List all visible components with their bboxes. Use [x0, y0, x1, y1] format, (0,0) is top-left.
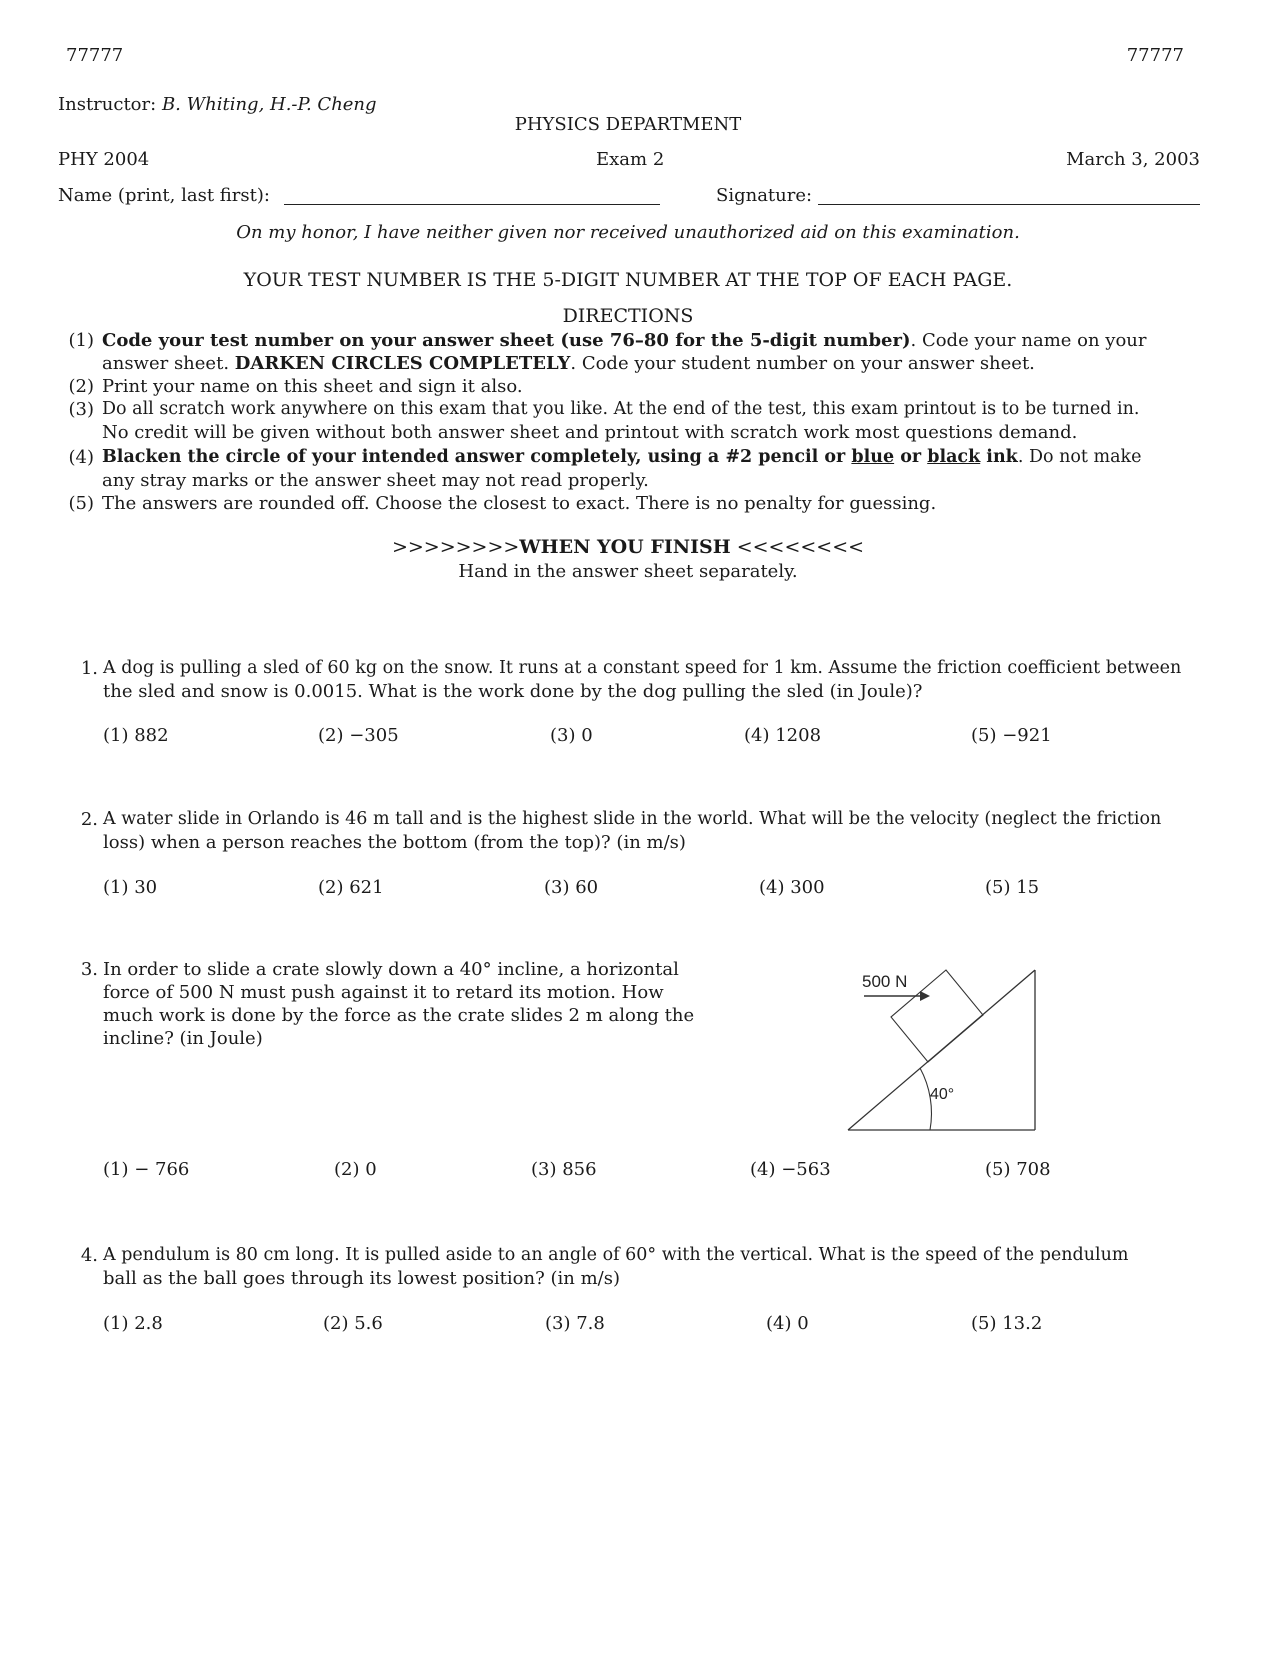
direction-5: The answers are rounded off. Choose the closest to exact. There is no penalty for guessing.	[102, 493, 937, 514]
direction-number: (4)	[68, 447, 94, 468]
question-text-line2: the sled and snow is 0.0015. What is the work done by the dog pulling the sled (in Joule)?	[103, 681, 923, 702]
question-text-line1: A pendulum is 80 cm long. It is pulled aside to an angle of 60° with the vertical. What is the speed of the pendulum	[103, 1245, 1129, 1265]
direction-3-line1: Do all scratch work anywhere on this exam that you like. At the end of the test, this exam printout is to be turned in.	[102, 399, 1140, 419]
direction-number: (2)	[68, 376, 94, 397]
test-number-right: 77777	[1126, 45, 1184, 66]
answer-choice-1[interactable]: (1) 2.8	[103, 1313, 163, 1334]
name-label: Name (print, last first):	[58, 185, 270, 206]
direction-number: (1)	[68, 330, 94, 351]
answer-choice-2[interactable]: (2) 621	[318, 877, 384, 898]
direction-number: (5)	[68, 493, 94, 514]
answer-choice-3[interactable]: (3) 60	[544, 877, 599, 898]
incline-diagram	[840, 950, 1050, 1135]
question-text-line3: much work is done by the force as the crate slides 2 m along the	[103, 1005, 695, 1026]
course-code: PHY 2004	[58, 149, 150, 170]
force-label: 500 N	[862, 972, 908, 991]
question-text-line2: force of 500 N must push against it to retard its motion. How	[103, 982, 664, 1003]
question-number: 3.	[80, 959, 98, 980]
answer-choice-2[interactable]: (2) 5.6	[323, 1313, 383, 1334]
question-text-line4: incline? (in Joule)	[103, 1028, 263, 1049]
direction-number: (3)	[68, 399, 94, 420]
question-text-line2: loss) when a person reaches the bottom (from the top)? (in m/s)	[103, 832, 686, 853]
exam-title: Exam 2	[596, 149, 665, 170]
honor-statement: On my honor, I have neither given nor received unauthorized aid on this examination.	[236, 222, 1020, 243]
answer-choice-3[interactable]: (3) 7.8	[545, 1313, 605, 1334]
answer-choice-1[interactable]: (1) 30	[103, 877, 158, 898]
test-number-left: 77777	[66, 45, 124, 66]
direction-2: Print your name on this sheet and sign it also.	[102, 376, 523, 397]
name-field[interactable]	[284, 204, 660, 205]
answer-choice-4[interactable]: (4) 0	[766, 1313, 809, 1334]
question-text-line1: A water slide in Orlando is 46 m tall and is the highest slide in the world. What will be the velocity (neglect the friction	[103, 809, 1162, 829]
question-number: 1.	[80, 658, 98, 679]
finish-instruction: Hand in the answer sheet separately.	[458, 561, 798, 582]
directions-title: DIRECTIONS	[562, 305, 694, 327]
signature-label: Signature:	[716, 185, 813, 206]
department-title: PHYSICS DEPARTMENT	[514, 114, 742, 135]
direction-4-line2: any stray marks or the answer sheet may not read properly.	[102, 470, 649, 491]
answer-choice-5[interactable]: (5) 708	[985, 1159, 1051, 1180]
answer-choice-3[interactable]: (3) 856	[531, 1159, 597, 1180]
answer-choice-1[interactable]: (1) − 766	[103, 1159, 190, 1180]
question-number: 4.	[80, 1245, 98, 1266]
question-text-line1: In order to slide a crate slowly down a 40° incline, a horizontal	[103, 959, 679, 980]
question-number: 2.	[80, 809, 98, 830]
direction-1-line1: Code your test number on your answer sheet (use 76–80 for the 5-digit number). Code your name on your	[102, 330, 1147, 351]
answer-choice-2[interactable]: (2) −305	[318, 725, 399, 746]
question-text-line1: A dog is pulling a sled of 60 kg on the snow. It runs at a constant speed for 1 km. Assume the friction coefficient between	[103, 658, 1182, 678]
test-number-banner: YOUR TEST NUMBER IS THE 5-DIGIT NUMBER AT THE TOP OF EACH PAGE.	[243, 269, 1013, 291]
answer-choice-2[interactable]: (2) 0	[334, 1159, 377, 1180]
answer-choice-4[interactable]: (4) 1208	[744, 725, 822, 746]
direction-4-line1: Blacken the circle of your intended answer completely, using a #2 pencil or blue or black ink. Do not make	[102, 447, 1142, 467]
instructor-names: B. Whiting, H.-P. Cheng	[161, 94, 377, 115]
answer-choice-5[interactable]: (5) 13.2	[971, 1313, 1043, 1334]
direction-1-line2: answer sheet. DARKEN CIRCLES COMPLETELY. Code your student number on your answer sheet.	[102, 353, 1035, 374]
answer-choice-1[interactable]: (1) 882	[103, 725, 169, 746]
direction-3-line2: No credit will be given without both answer sheet and printout with scratch work most questions demand.	[102, 422, 1078, 443]
signature-field[interactable]	[818, 204, 1200, 205]
question-text-line2: ball as the ball goes through its lowest position? (in m/s)	[103, 1268, 620, 1289]
angle-label: 40°	[930, 1086, 955, 1103]
answer-choice-5[interactable]: (5) −921	[971, 725, 1052, 746]
instructor-label: Instructor:	[58, 94, 157, 115]
finish-heading: >>>>>>>>WHEN YOU FINISH <<<<<<<<	[391, 536, 865, 558]
exam-date: March 3, 2003	[1066, 149, 1200, 170]
answer-choice-4[interactable]: (4) −563	[750, 1159, 831, 1180]
answer-choice-3[interactable]: (3) 0	[550, 725, 593, 746]
answer-choice-5[interactable]: (5) 15	[985, 877, 1040, 898]
answer-choice-4[interactable]: (4) 300	[759, 877, 825, 898]
